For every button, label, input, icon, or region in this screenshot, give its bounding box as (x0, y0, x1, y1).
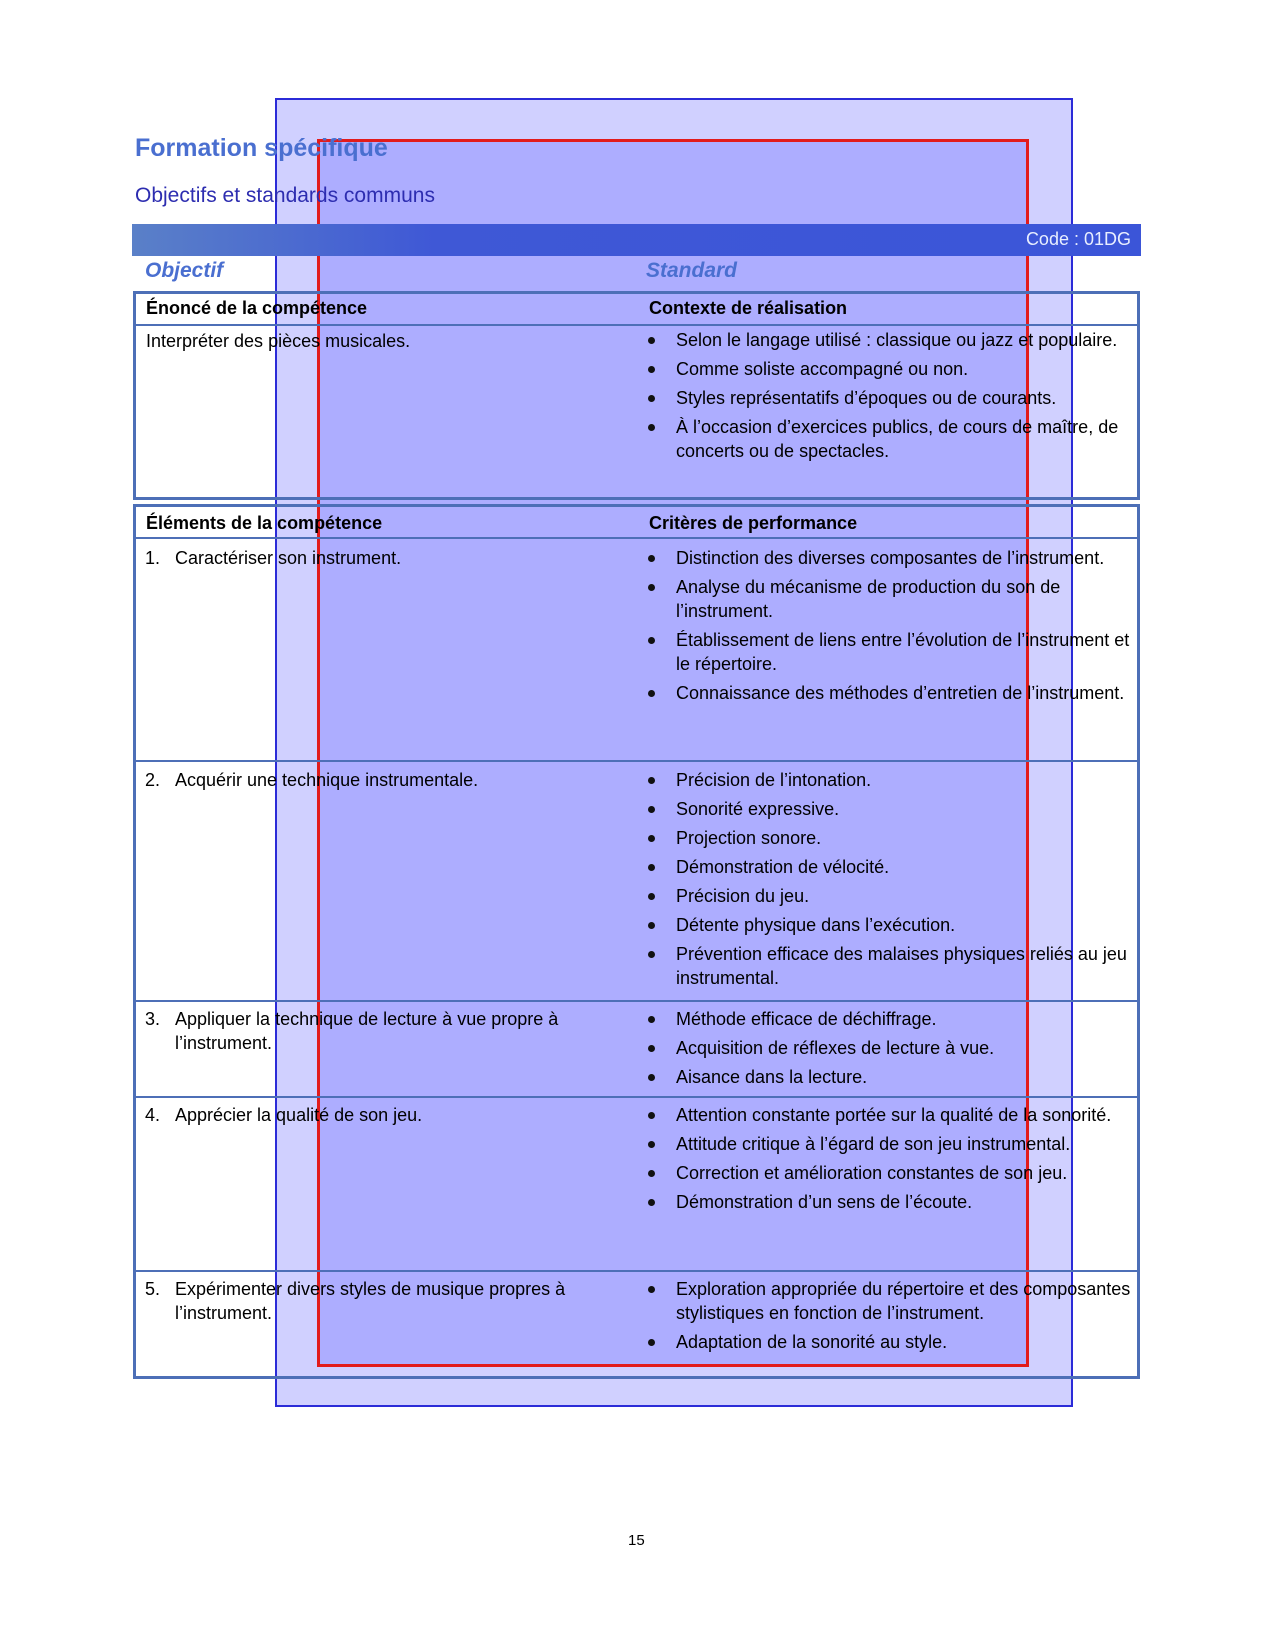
criteria-list-3 (648, 1007, 1138, 1094)
bullet-icon (648, 893, 655, 900)
bullet-icon (648, 1170, 655, 1177)
list-item: Attention constante portée sur la qualité de la sonorité. (648, 1103, 1138, 1127)
bullet-icon (648, 777, 655, 784)
bullet-icon (648, 424, 655, 431)
list-item: Prévention efficace des malaises physiques reliés au jeu instrumental. (648, 942, 1138, 990)
page-number: 15 (628, 1532, 645, 1549)
element-number: 5. (145, 1279, 161, 1299)
objective-heading: Objectif (145, 259, 224, 282)
list-item: Détente physique dans l’exécution. (648, 913, 1138, 937)
bullet-icon (648, 951, 655, 958)
row-divider (136, 1000, 1137, 1002)
competence-label: Énoncé de la compétence (146, 298, 368, 318)
bullet-icon (648, 864, 655, 871)
element-number: 4. (145, 1105, 161, 1125)
bullet-icon (648, 395, 655, 402)
criteria-list-1 (648, 546, 1138, 710)
elements-label: Éléments de la compétence (146, 513, 383, 533)
element-text: Acquérir une technique instrumentale. (175, 770, 479, 790)
element-number: 1. (145, 548, 161, 568)
competence-statement: Interpréter des pièces musicales. (146, 331, 411, 351)
element-text: Apprécier la qualité de son jeu. (175, 1105, 423, 1125)
criteria-list-2 (648, 768, 1138, 995)
list-item: À l’occasion d’exercices publics, de cours de maître, de concerts ou de spectacles. (648, 415, 1138, 463)
row-divider (136, 1096, 1137, 1098)
list-item: Analyse du mécanisme de production du son de l’instrument. (648, 575, 1138, 623)
page-subtitle: Objectifs et standards communs (135, 184, 435, 207)
list-item: Styles représentatifs d’époques ou de courants. (648, 386, 1138, 410)
code-label: Code : 01DG (1025, 229, 1131, 249)
bullet-icon (648, 1016, 655, 1023)
bullet-icon (648, 366, 655, 373)
list-item: Connaissance des méthodes d’entretien de l’instrument. (648, 681, 1138, 705)
row-divider (136, 537, 1137, 539)
list-item: Démonstration d’un sens de l’écoute. (648, 1190, 1138, 1214)
list-item: Attitude critique à l’égard de son jeu instrumental. (648, 1132, 1138, 1156)
list-item: Acquisition de réflexes de lecture à vue. (648, 1036, 1138, 1060)
bullet-icon (648, 922, 655, 929)
list-item: Adaptation de la sonorité au style. (648, 1330, 1138, 1354)
list-item: Distinction des diverses composantes de l’instrument. (648, 546, 1138, 570)
bullet-icon (648, 637, 655, 644)
list-item: Établissement de liens entre l’évolution de l’instrument et le répertoire. (648, 628, 1138, 676)
list-item: Comme soliste accompagné ou non. (648, 357, 1138, 381)
bullet-icon (648, 337, 655, 344)
page-title: Formation spécifique (135, 134, 388, 162)
element-number: 2. (145, 770, 161, 790)
list-item: Méthode efficace de déchiffrage. (648, 1007, 1138, 1031)
bullet-icon (648, 1112, 655, 1119)
bullet-icon (648, 1199, 655, 1206)
context-list (648, 328, 1138, 468)
criteria-label: Critères de performance (649, 513, 858, 533)
row-divider (136, 760, 1137, 762)
list-item: Précision du jeu. (648, 884, 1138, 908)
bullet-icon (648, 555, 655, 562)
list-item: Sonorité expressive. (648, 797, 1138, 821)
element-text: Appliquer la technique de lecture à vue propre à l’instrument. (175, 1009, 559, 1053)
bullet-icon (648, 835, 655, 842)
row-divider (136, 324, 1137, 326)
bullet-icon (648, 806, 655, 813)
row-divider (136, 1270, 1137, 1272)
bullet-icon (648, 1339, 655, 1346)
element-text: Expérimenter divers styles de musique propres à l’instrument. (175, 1279, 566, 1323)
criteria-list-5 (648, 1277, 1138, 1359)
list-item: Exploration appropriée du répertoire et des composantes stylistiques en fonction de l’instrument. (648, 1277, 1138, 1325)
list-item: Selon le langage utilisé : classique ou jazz et populaire. (648, 328, 1138, 352)
list-item: Projection sonore. (648, 826, 1138, 850)
bullet-icon (648, 584, 655, 591)
list-item: Précision de l’intonation. (648, 768, 1138, 792)
list-item: Démonstration de vélocité. (648, 855, 1138, 879)
code-bar (132, 224, 1141, 256)
element-text: Caractériser son instrument. (175, 548, 402, 568)
standard-heading: Standard (646, 259, 738, 282)
bullet-icon (648, 1045, 655, 1052)
bullet-icon (648, 1074, 655, 1081)
bullet-icon (648, 1141, 655, 1148)
context-label: Contexte de réalisation (649, 298, 848, 318)
bullet-icon (648, 1286, 655, 1293)
list-item: Aisance dans la lecture. (648, 1065, 1138, 1089)
bullet-icon (648, 690, 655, 697)
criteria-list-4 (648, 1103, 1138, 1219)
list-item: Correction et amélioration constantes de son jeu. (648, 1161, 1138, 1185)
element-number: 3. (145, 1009, 161, 1029)
